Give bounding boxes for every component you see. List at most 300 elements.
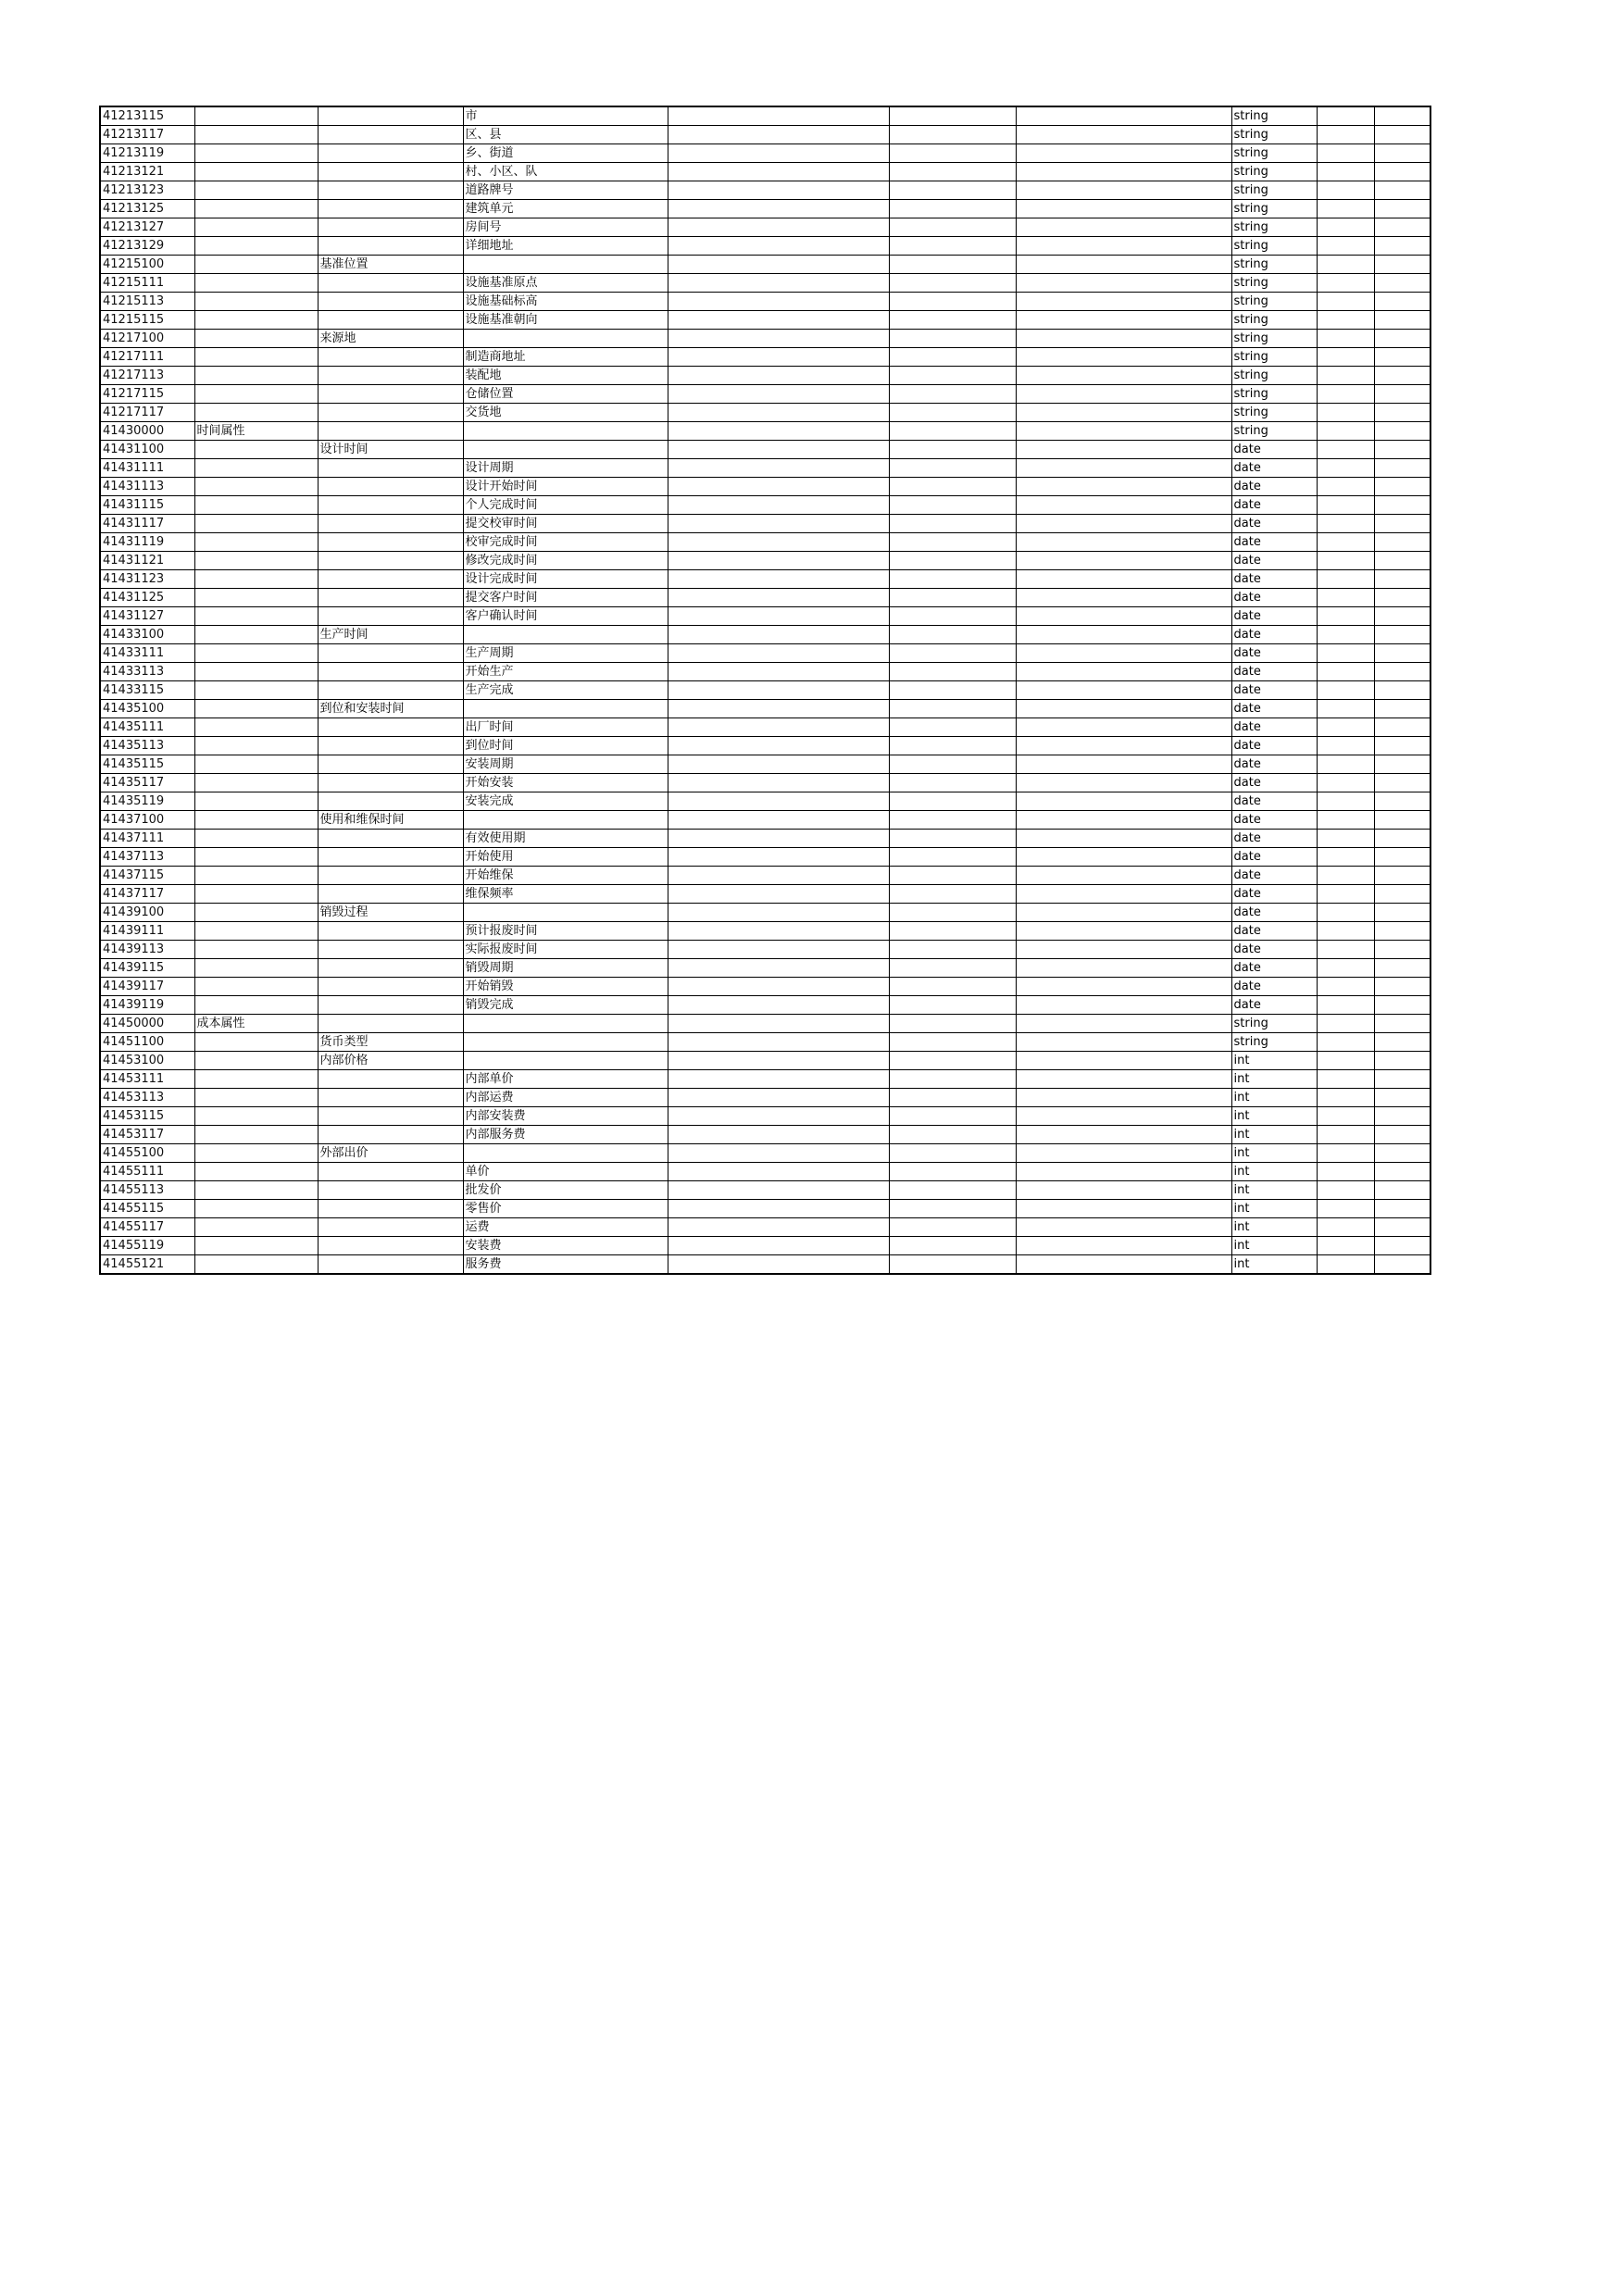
data-type-cell: string [1231, 1033, 1317, 1052]
empty-cell [889, 1126, 1016, 1144]
code-cell: 41455115 [100, 1200, 194, 1218]
empty-cell [668, 1033, 889, 1052]
empty-cell [889, 718, 1016, 737]
attribute-name-cell: 区、县 [463, 126, 668, 144]
empty-cell [889, 996, 1016, 1015]
level1-cell [194, 1218, 318, 1237]
attribute-name-cell: 安装费 [463, 1237, 668, 1255]
code-cell: 41455119 [100, 1237, 194, 1255]
empty-cell [668, 367, 889, 385]
code-cell: 41215111 [100, 274, 194, 293]
code-cell: 41455117 [100, 1218, 194, 1237]
table-row [100, 1015, 1430, 1033]
empty-cell [889, 941, 1016, 959]
empty-cell [1374, 367, 1430, 385]
empty-cell [668, 922, 889, 941]
table-row [100, 570, 1430, 589]
data-type-cell: int [1231, 1218, 1317, 1237]
empty-cell [668, 218, 889, 237]
empty-cell [1317, 330, 1374, 348]
empty-cell [1016, 1015, 1231, 1033]
empty-cell [1317, 218, 1374, 237]
empty-cell [889, 663, 1016, 681]
level2-cell [318, 1237, 463, 1255]
empty-cell [1317, 348, 1374, 367]
level1-cell [194, 552, 318, 570]
table-row [100, 144, 1430, 163]
empty-cell [1016, 1052, 1231, 1070]
level2-cell [318, 459, 463, 478]
empty-cell [1016, 885, 1231, 904]
code-cell: 41439111 [100, 922, 194, 941]
table-row [100, 755, 1430, 774]
code-cell: 41451100 [100, 1033, 194, 1052]
empty-cell [668, 515, 889, 533]
code-cell: 41433100 [100, 626, 194, 644]
empty-cell [668, 163, 889, 181]
empty-cell [1374, 552, 1430, 570]
empty-cell [1016, 385, 1231, 404]
empty-cell [668, 1052, 889, 1070]
empty-cell [668, 996, 889, 1015]
data-type-cell: string [1231, 274, 1317, 293]
attribute-name-cell: 开始安装 [463, 774, 668, 792]
empty-cell [1317, 644, 1374, 663]
level2-cell: 货币类型 [318, 1033, 463, 1052]
attribute-name-cell: 交货地 [463, 404, 668, 422]
attribute-name-cell: 零售价 [463, 1200, 668, 1218]
empty-cell [668, 718, 889, 737]
table-row [100, 552, 1430, 570]
data-type-cell: date [1231, 774, 1317, 792]
table-row [100, 126, 1430, 144]
empty-cell [1016, 941, 1231, 959]
empty-cell [1317, 681, 1374, 700]
level1-cell [194, 330, 318, 348]
code-cell: 41437117 [100, 885, 194, 904]
empty-cell [889, 330, 1016, 348]
code-cell: 41439119 [100, 996, 194, 1015]
attribute-name-cell: 开始维保 [463, 867, 668, 885]
empty-cell [1317, 1126, 1374, 1144]
data-type-cell: date [1231, 496, 1317, 515]
empty-cell [1317, 1200, 1374, 1218]
level1-cell [194, 644, 318, 663]
attribute-name-cell: 道路牌号 [463, 181, 668, 200]
empty-cell [1317, 293, 1374, 311]
level2-cell [318, 106, 463, 126]
level1-cell [194, 126, 318, 144]
empty-cell [668, 959, 889, 978]
empty-cell [889, 978, 1016, 996]
empty-cell [668, 274, 889, 293]
code-cell: 41217111 [100, 348, 194, 367]
level1-cell [194, 441, 318, 459]
empty-cell [1374, 1033, 1430, 1052]
code-cell: 41431119 [100, 533, 194, 552]
empty-cell [1016, 996, 1231, 1015]
data-type-cell: int [1231, 1255, 1317, 1275]
code-cell: 41435111 [100, 718, 194, 737]
level2-cell [318, 237, 463, 256]
level2-cell [318, 181, 463, 200]
empty-cell [889, 792, 1016, 811]
attribute-name-cell [463, 904, 668, 922]
empty-cell [668, 293, 889, 311]
level1-cell [194, 144, 318, 163]
empty-cell [889, 1033, 1016, 1052]
attribute-name-cell: 仓储位置 [463, 385, 668, 404]
empty-cell [1374, 848, 1430, 867]
empty-cell [668, 422, 889, 441]
data-type-cell: string [1231, 163, 1317, 181]
empty-cell [1374, 607, 1430, 626]
empty-cell [1016, 330, 1231, 348]
data-type-cell: string [1231, 144, 1317, 163]
empty-cell [889, 1015, 1016, 1033]
empty-cell [1317, 959, 1374, 978]
empty-cell [1317, 1107, 1374, 1126]
level2-cell [318, 367, 463, 385]
empty-cell [1016, 237, 1231, 256]
empty-cell [889, 385, 1016, 404]
level2-cell [318, 718, 463, 737]
empty-cell [1374, 663, 1430, 681]
empty-cell [668, 607, 889, 626]
empty-cell [1317, 830, 1374, 848]
level1-cell [194, 293, 318, 311]
empty-cell [1374, 959, 1430, 978]
level1-cell [194, 607, 318, 626]
code-cell: 41213129 [100, 237, 194, 256]
empty-cell [668, 978, 889, 996]
level1-cell [194, 237, 318, 256]
level1-cell [194, 1089, 318, 1107]
attribute-name-cell [463, 422, 668, 441]
level1-cell [194, 774, 318, 792]
attribute-name-cell: 提交客户时间 [463, 589, 668, 607]
level1-cell [194, 311, 318, 330]
data-type-cell: date [1231, 533, 1317, 552]
attribute-name-cell: 内部安装费 [463, 1107, 668, 1126]
empty-cell [1317, 774, 1374, 792]
level2-cell [318, 293, 463, 311]
data-type-cell: date [1231, 700, 1317, 718]
empty-cell [1374, 626, 1430, 644]
empty-cell [1016, 570, 1231, 589]
empty-cell [889, 533, 1016, 552]
empty-cell [668, 126, 889, 144]
empty-cell [1016, 533, 1231, 552]
empty-cell [1016, 404, 1231, 422]
attribute-name-cell: 内部单价 [463, 1070, 668, 1089]
attribute-name-cell [463, 1015, 668, 1033]
data-type-cell: date [1231, 904, 1317, 922]
data-type-cell: string [1231, 218, 1317, 237]
empty-cell [1317, 700, 1374, 718]
level1-cell [194, 1033, 318, 1052]
empty-cell [1317, 478, 1374, 496]
table-row [100, 792, 1430, 811]
attribute-name-cell: 市 [463, 106, 668, 126]
code-cell: 41439117 [100, 978, 194, 996]
empty-cell [1016, 626, 1231, 644]
empty-cell [668, 589, 889, 607]
empty-cell [1374, 700, 1430, 718]
empty-cell [1016, 1070, 1231, 1089]
attribute-name-cell: 预计报废时间 [463, 922, 668, 941]
level2-cell [318, 404, 463, 422]
level2-cell [318, 737, 463, 755]
empty-cell [668, 1070, 889, 1089]
empty-cell [1016, 1107, 1231, 1126]
level2-cell [318, 144, 463, 163]
empty-cell [889, 737, 1016, 755]
attribute-name-cell: 生产完成 [463, 681, 668, 700]
data-type-cell: int [1231, 1200, 1317, 1218]
empty-cell [1317, 978, 1374, 996]
data-type-cell: int [1231, 1237, 1317, 1255]
empty-cell [1317, 626, 1374, 644]
empty-cell [1016, 681, 1231, 700]
data-type-cell: date [1231, 811, 1317, 830]
data-type-cell: date [1231, 755, 1317, 774]
empty-cell [668, 144, 889, 163]
table-row [100, 367, 1430, 385]
empty-cell [1016, 848, 1231, 867]
empty-cell [1016, 1218, 1231, 1237]
table-row [100, 1033, 1430, 1052]
attribute-name-cell [463, 700, 668, 718]
data-type-cell: int [1231, 1089, 1317, 1107]
level1-cell [194, 459, 318, 478]
empty-cell [1016, 256, 1231, 274]
table-row [100, 978, 1430, 996]
attribute-name-cell [463, 256, 668, 274]
level2-cell [318, 1089, 463, 1107]
empty-cell [668, 737, 889, 755]
table-row [100, 459, 1430, 478]
table-row [100, 515, 1430, 533]
level2-cell [318, 1181, 463, 1200]
code-cell: 41439113 [100, 941, 194, 959]
empty-cell [889, 1218, 1016, 1237]
level2-cell [318, 996, 463, 1015]
empty-cell [889, 404, 1016, 422]
empty-cell [889, 570, 1016, 589]
empty-cell [889, 218, 1016, 237]
empty-cell [1317, 922, 1374, 941]
level2-cell: 生产时间 [318, 626, 463, 644]
empty-cell [1374, 1181, 1430, 1200]
attribute-name-cell [463, 811, 668, 830]
data-type-cell: date [1231, 848, 1317, 867]
table-row [100, 904, 1430, 922]
empty-cell [668, 663, 889, 681]
empty-cell [1317, 274, 1374, 293]
code-cell: 41455113 [100, 1181, 194, 1200]
level2-cell [318, 478, 463, 496]
empty-cell [1317, 1015, 1374, 1033]
code-cell: 41450000 [100, 1015, 194, 1033]
code-cell: 41431125 [100, 589, 194, 607]
level1-cell [194, 1255, 318, 1275]
empty-cell [1317, 367, 1374, 385]
empty-cell [1016, 959, 1231, 978]
level1-cell [194, 1200, 318, 1218]
empty-cell [1016, 441, 1231, 459]
empty-cell [1374, 459, 1430, 478]
table-row [100, 1070, 1430, 1089]
code-cell: 41439100 [100, 904, 194, 922]
empty-cell [1374, 978, 1430, 996]
level2-cell: 销毁过程 [318, 904, 463, 922]
empty-cell [889, 811, 1016, 830]
empty-cell [668, 478, 889, 496]
empty-cell [1317, 441, 1374, 459]
table-row [100, 811, 1430, 830]
empty-cell [1374, 496, 1430, 515]
table-row [100, 1163, 1430, 1181]
empty-cell [668, 330, 889, 348]
code-cell: 41435100 [100, 700, 194, 718]
level1-cell [194, 1126, 318, 1144]
level1-cell [194, 941, 318, 959]
empty-cell [1016, 867, 1231, 885]
empty-cell [889, 106, 1016, 126]
empty-cell [889, 626, 1016, 644]
empty-cell [1317, 885, 1374, 904]
level1-cell [194, 626, 318, 644]
empty-cell [889, 1089, 1016, 1107]
empty-cell [889, 922, 1016, 941]
attribute-name-cell: 内部运费 [463, 1089, 668, 1107]
empty-cell [1016, 293, 1231, 311]
table-row [100, 533, 1430, 552]
attribute-name-cell: 批发价 [463, 1181, 668, 1200]
empty-cell [1016, 1126, 1231, 1144]
level1-cell [194, 348, 318, 367]
attribute-name-cell: 单价 [463, 1163, 668, 1181]
code-cell: 41435115 [100, 755, 194, 774]
empty-cell [1374, 515, 1430, 533]
code-cell: 41453117 [100, 1126, 194, 1144]
empty-cell [1317, 106, 1374, 126]
table-row [100, 496, 1430, 515]
level1-cell [194, 904, 318, 922]
empty-cell [668, 792, 889, 811]
level1-cell [194, 737, 318, 755]
empty-cell [1374, 533, 1430, 552]
data-type-cell: string [1231, 422, 1317, 441]
table-row [100, 330, 1430, 348]
code-cell: 41217100 [100, 330, 194, 348]
code-cell: 41435117 [100, 774, 194, 792]
level1-cell [194, 1144, 318, 1163]
empty-cell [1374, 237, 1430, 256]
empty-cell [1374, 256, 1430, 274]
empty-cell [1016, 589, 1231, 607]
level2-cell [318, 867, 463, 885]
level2-cell [318, 774, 463, 792]
table-row [100, 1089, 1430, 1107]
empty-cell [1374, 1200, 1430, 1218]
empty-cell [1016, 700, 1231, 718]
level2-cell [318, 830, 463, 848]
code-cell: 41433113 [100, 663, 194, 681]
data-type-cell: int [1231, 1163, 1317, 1181]
data-type-cell: string [1231, 181, 1317, 200]
empty-cell [668, 811, 889, 830]
empty-cell [1016, 663, 1231, 681]
level2-cell: 外部出价 [318, 1144, 463, 1163]
level1-cell [194, 589, 318, 607]
empty-cell [1016, 496, 1231, 515]
code-cell: 41453100 [100, 1052, 194, 1070]
empty-cell [1374, 144, 1430, 163]
empty-cell [668, 1163, 889, 1181]
attribute-name-cell [463, 330, 668, 348]
empty-cell [1374, 1052, 1430, 1070]
empty-cell [889, 700, 1016, 718]
level2-cell [318, 607, 463, 626]
code-cell: 41217113 [100, 367, 194, 385]
empty-cell [1016, 200, 1231, 218]
empty-cell [668, 256, 889, 274]
empty-cell [889, 774, 1016, 792]
empty-cell [1016, 792, 1231, 811]
table-row [100, 1237, 1430, 1255]
level2-cell [318, 681, 463, 700]
level1-cell [194, 867, 318, 885]
level2-cell [318, 663, 463, 681]
empty-cell [668, 385, 889, 404]
empty-cell [889, 293, 1016, 311]
empty-cell [1016, 607, 1231, 626]
attribute-name-cell: 客户确认时间 [463, 607, 668, 626]
empty-cell [889, 904, 1016, 922]
empty-cell [668, 1181, 889, 1200]
table-row [100, 293, 1430, 311]
empty-cell [668, 570, 889, 589]
empty-cell [1374, 441, 1430, 459]
empty-cell [668, 1237, 889, 1255]
empty-cell [889, 126, 1016, 144]
table-row [100, 700, 1430, 718]
attribute-name-cell: 开始生产 [463, 663, 668, 681]
empty-cell [1016, 755, 1231, 774]
empty-cell [668, 774, 889, 792]
empty-cell [668, 867, 889, 885]
empty-cell [668, 311, 889, 330]
level2-cell [318, 1107, 463, 1126]
table-row [100, 663, 1430, 681]
attribute-name-cell: 内部服务费 [463, 1126, 668, 1144]
data-type-cell: date [1231, 663, 1317, 681]
table-row [100, 737, 1430, 755]
empty-cell [889, 755, 1016, 774]
table-row [100, 830, 1430, 848]
empty-cell [1317, 867, 1374, 885]
empty-cell [1374, 792, 1430, 811]
level2-cell: 到位和安装时间 [318, 700, 463, 718]
empty-cell [1016, 422, 1231, 441]
empty-cell [1016, 1200, 1231, 1218]
level1-cell [194, 218, 318, 237]
code-cell: 41435119 [100, 792, 194, 811]
level2-cell [318, 885, 463, 904]
attribute-name-cell: 设计完成时间 [463, 570, 668, 589]
